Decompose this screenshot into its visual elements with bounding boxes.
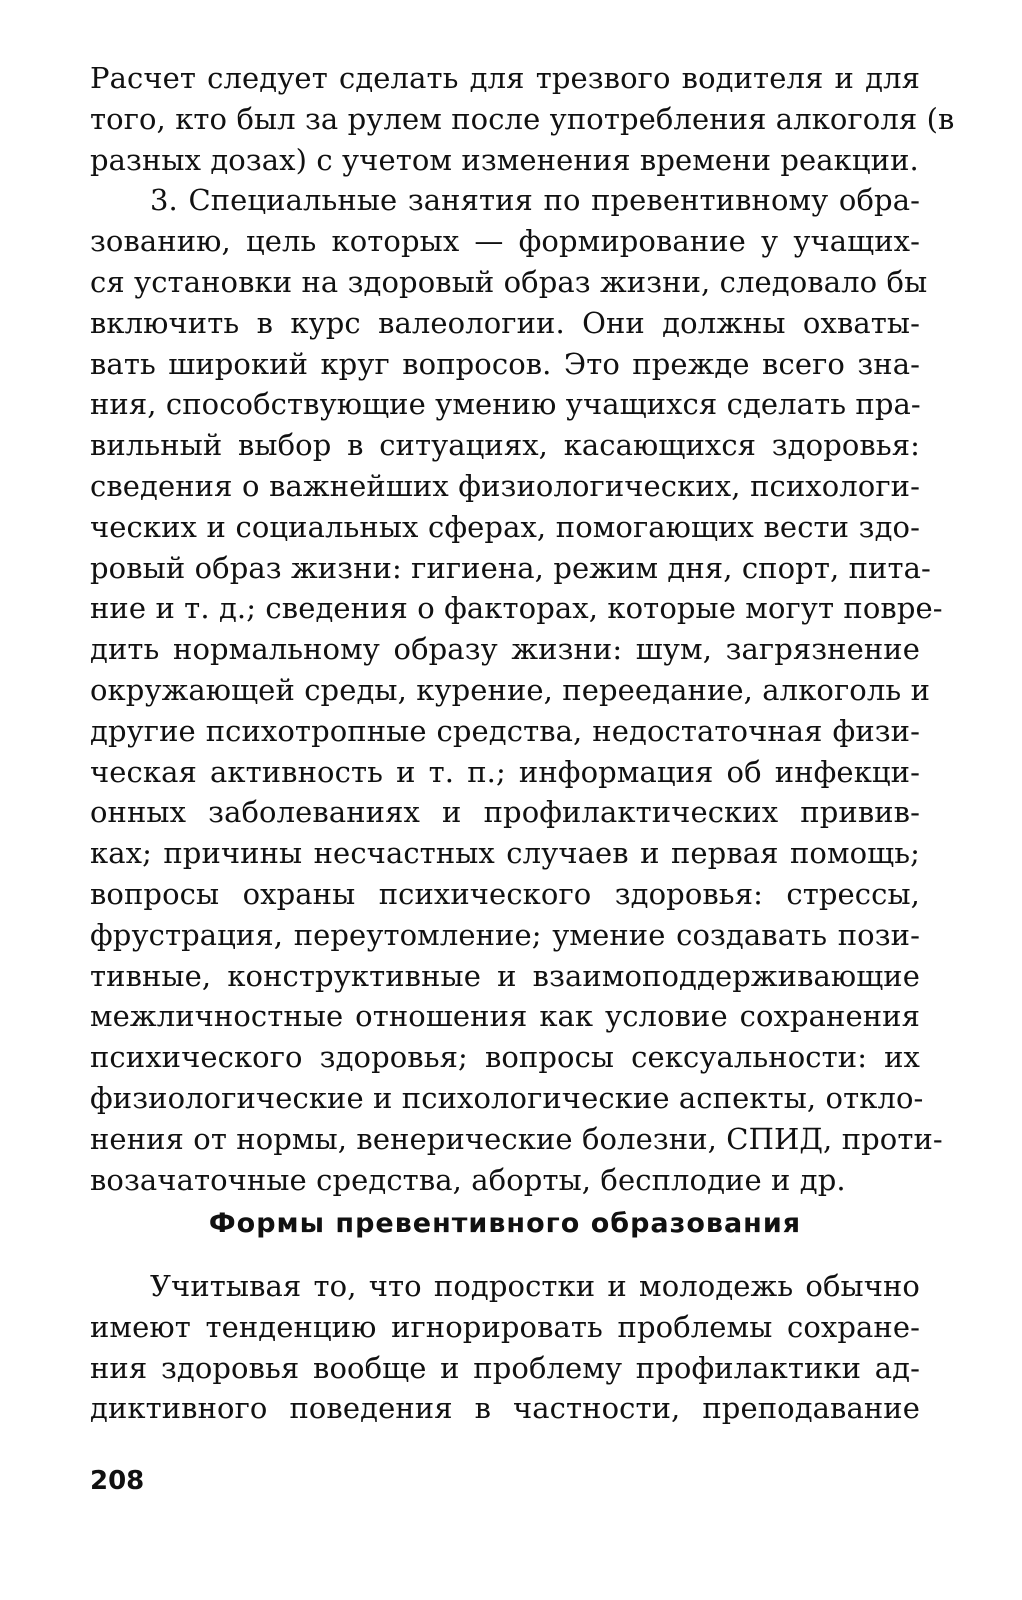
text-line: диктивного поведения в частности, преподавание: [90, 1391, 920, 1426]
text-line: окружающей среды, курение, переедание, алкоголь и: [90, 672, 930, 707]
page-number: 208: [90, 1466, 145, 1496]
text-line: тивные, конструктивные и взаимоподдерживающие: [90, 958, 920, 993]
text-line: вопросы охраны психического здоровья: стрессы,: [90, 876, 920, 911]
section-heading: Формы превентивного образования: [208, 1208, 802, 1239]
paragraph-forms: [90, 1266, 920, 1429]
text-line: Учитывая то, что подростки и молодежь обычно: [150, 1269, 920, 1303]
text-line: ся установки на здоровый образ жизни, следовало бы: [90, 264, 928, 299]
text-line: дить нормальному образу жизни: шум, загрязнение: [90, 632, 920, 667]
text-line: того, кто был за рулем после употребления алкоголя (в: [90, 101, 955, 136]
text-line: разных дозах) с учетом изменения времени реакции.: [90, 142, 919, 177]
text-line: сведения о важнейших физиологических, психологи-: [90, 468, 920, 503]
text-line: возачаточные средства, аборты, бесплодие и др.: [90, 1162, 846, 1197]
text-line: ческая активность и т. п.; информация об инфекци-: [90, 754, 920, 789]
text-line: психического здоровья; вопросы сексуальности: их: [90, 1040, 920, 1075]
text-line: зованию, цель которых — формирование у учащих-: [90, 224, 920, 259]
text-line: имеют тенденцию игнорировать проблемы сохране-: [90, 1309, 920, 1344]
book-page: [90, 58, 955, 1578]
text-line: физиологические и психологические аспекты, откло-: [90, 1080, 924, 1115]
paragraph-continuation-and-item-3: [90, 58, 955, 1200]
text-line: ках; причины несчастных случаев и первая помощь;: [90, 836, 920, 871]
text-line: нения от нормы, венерические болезни, СПИД, проти-: [90, 1121, 943, 1156]
text-line: Расчет следует сделать для трезвого водителя и для: [90, 61, 920, 95]
text-line: вать широкий круг вопросов. Это прежде всего зна-: [90, 346, 920, 381]
text-line: ческих и социальных сферах, помогающих вести здо-: [90, 509, 920, 544]
text-line: онных заболеваниях и профилактических привив-: [90, 795, 920, 830]
text-line: ние и т. д.; сведения о факторах, которые могут повре-: [90, 591, 943, 626]
text-line: ровый образ жизни: гигиена, режим дня, спорт, пита-: [90, 550, 931, 585]
text-line: ния здоровья вообще и проблему профилактики ад-: [90, 1350, 920, 1385]
text-line: включить в курс валеологии. Они должны охваты-: [90, 305, 920, 340]
text-line: другие психотропные средства, недостаточная физи-: [90, 713, 920, 748]
text-line: вильный выбор в ситуациях, касающихся здоровья:: [90, 428, 920, 463]
text-line: межличностные отношения как условие сохранения: [90, 999, 920, 1034]
text-line: 3. Специальные занятия по превентивному обра-: [150, 183, 920, 218]
text-line: фрустрация, переутомление; умение создавать пози-: [90, 917, 920, 952]
text-line: ния, способствующие умению учащихся сделать пра-: [90, 387, 921, 422]
